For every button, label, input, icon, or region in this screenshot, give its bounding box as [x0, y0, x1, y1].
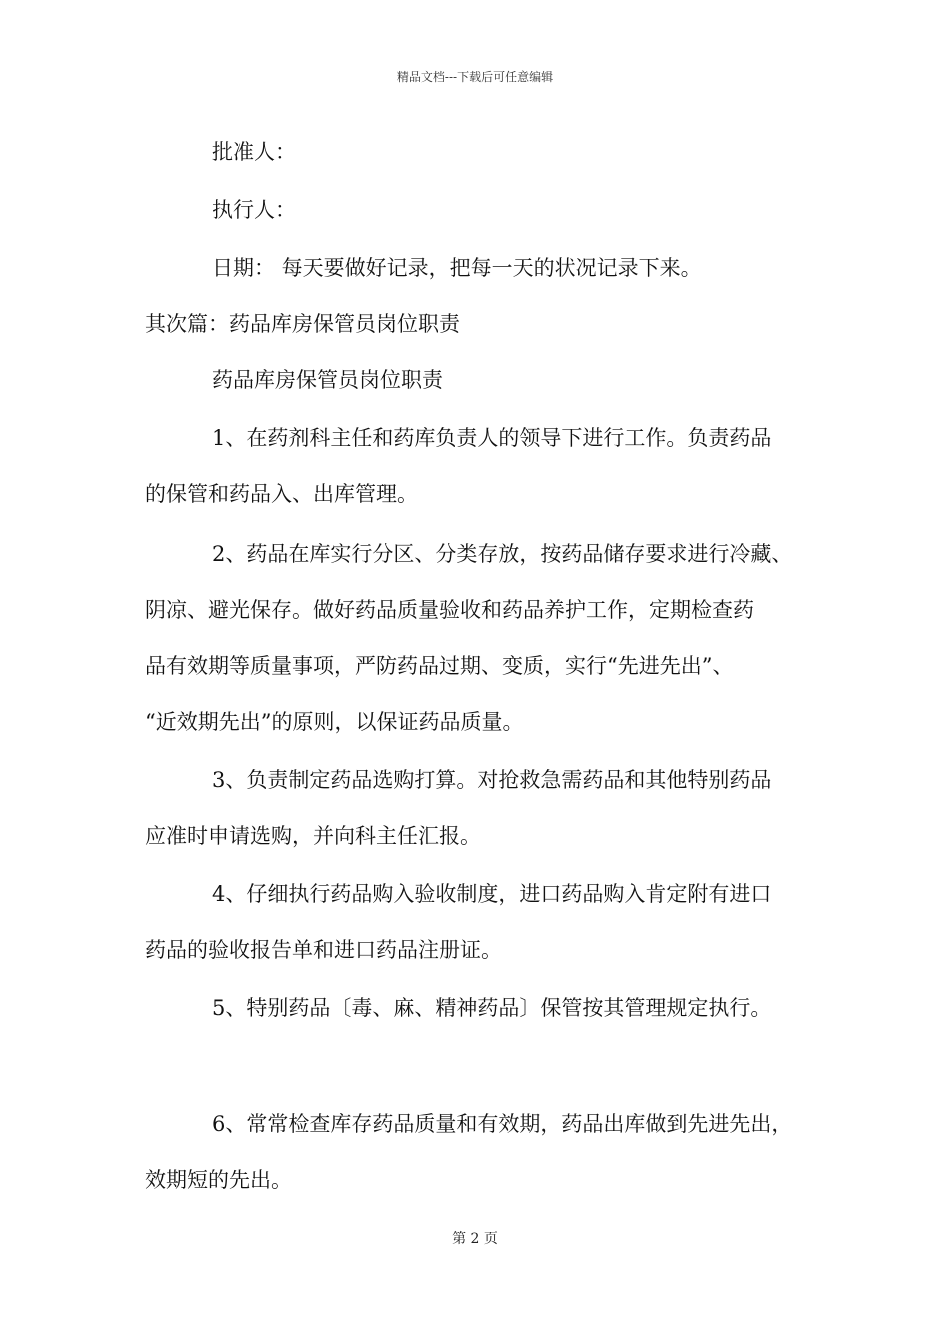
- item-2-line-1: 2、药品在库实行分区、分类存放，按药品储存要求进行冷藏、: [212, 542, 793, 566]
- item-4-line-1: 4、仔细执行药品购入验收制度，进口药品购入肯定附有进口: [212, 882, 772, 906]
- section-heading: 其次篇：药品库房保管员岗位职责: [145, 312, 460, 336]
- item-3-line-2: 应准时申请选购，并向科主任汇报。: [145, 824, 481, 848]
- item-4-line-2: 药品的验收报告单和进口药品注册证。: [145, 938, 502, 962]
- item-2-line-4: “近效期先出”的原则，以保证药品质量。: [145, 710, 524, 734]
- item-6-line-1: 6、常常检查库存药品质量和有效期，药品出库做到先进先出，: [212, 1112, 793, 1136]
- page-number: 第 2 页: [452, 1231, 498, 1247]
- executor-line: 执行人：: [212, 198, 296, 222]
- date-line: 日期： 每天要做好记录，把每一天的状况记录下来。: [212, 256, 702, 280]
- item-1-line-2: 的保管和药品入、出库管理。: [145, 482, 418, 506]
- item-2-line-3: 品有效期等质量事项，严防药品过期、变质，实行“先进先出”、: [145, 654, 734, 678]
- section-title: 药品库房保管员岗位职责: [212, 368, 443, 392]
- item-6-line-2: 效期短的先出。: [145, 1168, 292, 1192]
- page-header: 精品文档---下载后可任意编辑: [396, 70, 554, 84]
- item-3-line-1: 3、负责制定药品选购打算。对抢救急需药品和其他特别药品: [212, 768, 772, 792]
- item-5-line-1: 5、特别药品〔毒、麻、精神药品〕保管按其管理规定执行。: [212, 996, 772, 1020]
- item-1-line-1: 1、在药剂科主任和药库负责人的领导下进行工作。负责药品: [212, 426, 772, 450]
- item-2-line-2: 阴凉、避光保存。做好药品质量验收和药品养护工作，定期检查药: [145, 598, 754, 622]
- approver-line: 批准人：: [212, 140, 296, 164]
